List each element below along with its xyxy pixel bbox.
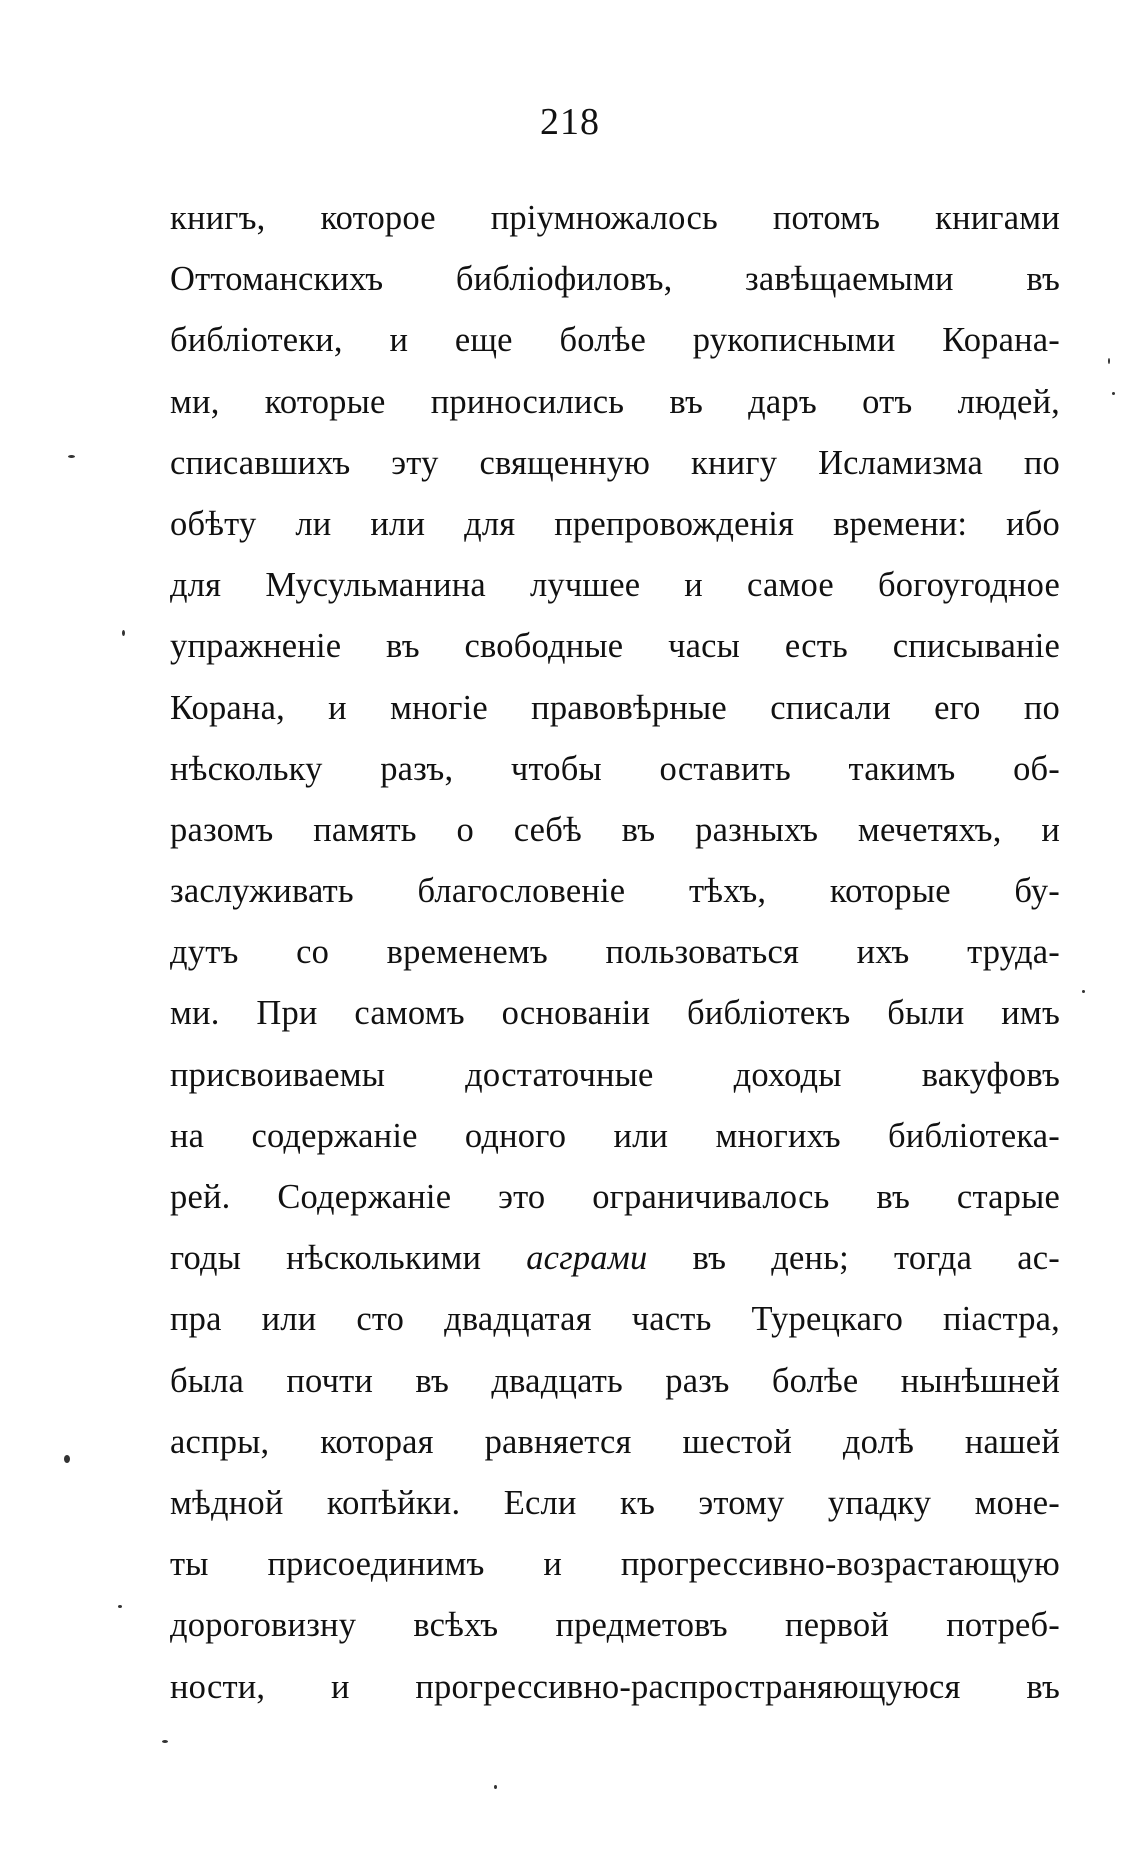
text-line-segment: аспры, которая равняется шестой долѣ нашей xyxy=(170,1422,1060,1461)
text-line xyxy=(170,1228,1060,1289)
text-line-segment: ми, которые приносились въ даръ отъ людей, xyxy=(170,382,1060,421)
text-line xyxy=(170,1657,1060,1718)
text-line-segment: нѣскольку разъ, чтобы оставить такимъ об- xyxy=(170,749,1060,788)
text-line xyxy=(170,739,1060,800)
text-line-segment: библіотеки, и еще болѣе рукописными Корана- xyxy=(170,321,1060,360)
scan-speck xyxy=(1082,990,1085,993)
text-line xyxy=(170,494,1060,555)
text-line-segment: дороговизну всѣхъ предметовъ первой потреб- xyxy=(170,1606,1060,1645)
text-line-segment: для Мусульманина лучшее и самое богоугодное xyxy=(170,566,1060,605)
text-line xyxy=(170,800,1060,861)
scan-speck xyxy=(494,1785,497,1789)
text-line xyxy=(170,983,1060,1044)
text-line xyxy=(170,1167,1060,1228)
text-line-segment: Оттоманскихъ библіофиловъ, завѣщаемыми въ xyxy=(170,260,1060,299)
text-line-segment: книгъ, которое пріумножалось потомъ книгами xyxy=(170,199,1060,237)
text-line-segment: разомъ память о себѣ въ разныхъ мечетяхъ, и xyxy=(170,810,1060,849)
text-line-segment: Корана, и многіе правовѣрные списали его по xyxy=(170,688,1060,727)
text-line-segment: дутъ со временемъ пользоваться ихъ труда- xyxy=(170,933,1060,972)
text-line-segment: списавшихъ эту священную книгу Исламизма по xyxy=(170,443,1060,482)
text-line xyxy=(170,1045,1060,1106)
text-line xyxy=(170,922,1060,983)
text-line-segment: присвоиваемы достаточные доходы вакуфовъ xyxy=(170,1055,1060,1094)
scan-speck xyxy=(64,1455,70,1463)
italic-term: асграми xyxy=(526,1239,648,1278)
text-line-segment: ности, и прогрессивно-распространяющуюся въ xyxy=(170,1667,1060,1706)
text-line xyxy=(170,1412,1060,1473)
text-line xyxy=(170,433,1060,494)
scan-speck xyxy=(162,1740,168,1743)
text-line-segment: заслуживать благословеніе тѣхъ, которые бу- xyxy=(170,872,1060,911)
text-line xyxy=(170,678,1060,739)
body-text xyxy=(170,188,1060,1718)
scan-speck xyxy=(1112,392,1115,395)
text-line-segment: ми. При самомъ основаніи библіотекъ были имъ xyxy=(170,994,1060,1033)
text-line xyxy=(170,616,1060,677)
scan-speck xyxy=(122,630,125,636)
text-line-segment: годы нѣсколькими xyxy=(170,1239,527,1278)
text-line xyxy=(170,372,1060,433)
text-line xyxy=(170,1534,1060,1595)
text-line-segment: обѣту ли или для препровожденія времени: ибо xyxy=(170,504,1060,543)
text-line xyxy=(170,1473,1060,1534)
text-line xyxy=(170,861,1060,922)
text-line-segment: на содержаніе одного или многихъ библіотека- xyxy=(170,1116,1060,1155)
scan-speck xyxy=(68,455,75,458)
text-line xyxy=(170,1595,1060,1656)
text-line-segment: пра или сто двадцатая часть Турецкаго піастра, xyxy=(170,1300,1060,1339)
text-line-segment: была почти въ двадцать разъ болѣе нынѣшней xyxy=(170,1361,1060,1400)
text-line xyxy=(170,310,1060,371)
text-line xyxy=(170,188,1060,249)
text-line xyxy=(170,249,1060,310)
text-line-segment: мѣдной копѣйки. Если къ этому упадку моне- xyxy=(170,1483,1060,1522)
text-line xyxy=(170,1106,1060,1167)
text-line-segment: упражненіе въ свободные часы есть списываніе xyxy=(170,627,1060,666)
text-line-segment: ты присоединимъ и прогрессивно-возрастающую xyxy=(170,1545,1060,1584)
text-line-segment: въ день; тогда ас- xyxy=(647,1239,1060,1278)
text-line-segment: рей. Содержаніе это ограничивалось въ старые xyxy=(170,1178,1060,1216)
scan-speck xyxy=(1108,358,1110,364)
text-line xyxy=(170,1289,1060,1350)
scan-speck xyxy=(118,1605,122,1608)
page-number: 218 xyxy=(540,101,600,143)
text-line xyxy=(170,1351,1060,1412)
text-line xyxy=(170,555,1060,616)
